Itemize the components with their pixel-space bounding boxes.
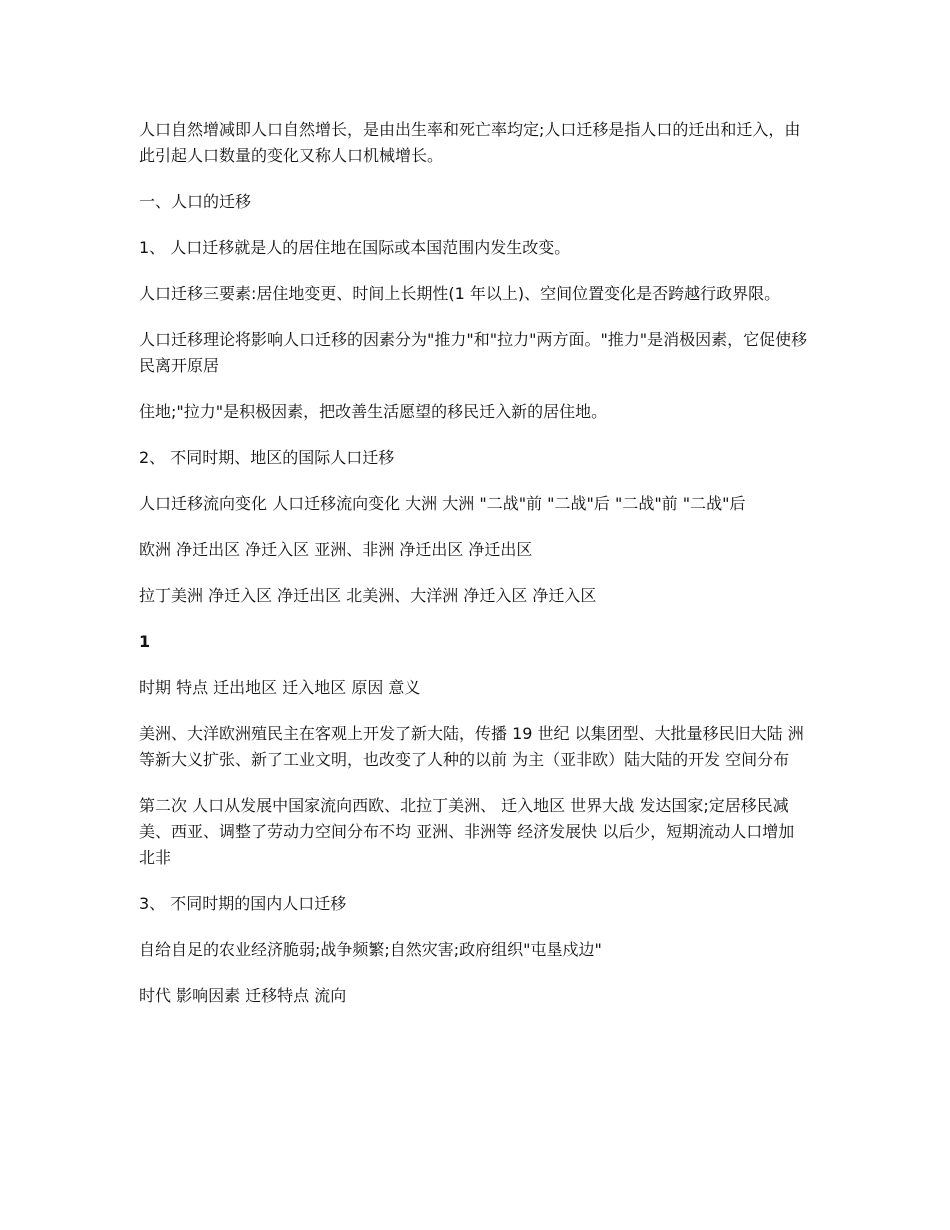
table-row-19th-century: 美洲、大洋欧洲殖民主在客观上开发了新大陆，传播 19 世纪 以集团型、大批量移民旧大陆 洲等新大义扩张、新了工业文明，也改变了人种的以前 为主（亚非欧）陆大陆的开发 空间分布 [139, 724, 804, 769]
paragraph-factors: 自给自足的农业经济脆弱;战争频繁;自然灾害;政府组织"屯垦戍边" [139, 940, 602, 959]
subheading-domestic-migration: 3、 不同时期的国内人口迁移 [139, 894, 347, 913]
table-row-europe: 欧洲 净迁出区 净迁入区 亚洲、非洲 净迁出区 净迁出区 [139, 540, 533, 559]
section-heading-migration: 一、人口的迁移 [139, 192, 252, 211]
document-page [139, 117, 811, 1029]
table-columns-line: 时期 特点 迁出地区 迁入地区 原因 意义 [139, 678, 421, 697]
paragraph-push-pull: 人口迁移理论将影响人口迁移的因素分为"推力"和"拉力"两方面。"推力"是消极因素，它促使移民离开原居 [139, 330, 808, 375]
table-row-post-ww2: 第二次 人口从发展中国家流向西欧、北拉丁美洲、 迁入地区 世界大战 发达国家;定居移民减美、西亚、调整了劳动力空间分布不均 亚洲、非洲等 经济发展快 以后少，短期流动人口增加 北非 [139, 796, 795, 867]
table-header-line: 人口迁移流向变化 人口迁移流向变化 大洲 大洲 "二战"前 "二战"后 "二战"前 "二战"后 [139, 494, 746, 513]
paragraph-three-elements: 人口迁移三要素:居住地变更、时间上长期性(1 年以上)、空间位置变化是否跨越行政界限。 [139, 284, 781, 303]
page-number: 1 [139, 632, 151, 651]
subheading-international-migration: 2、 不同时期、地区的国际人口迁移 [139, 448, 395, 467]
paragraph-intro: 人口自然增减即人口自然增长，是由出生率和死亡率均定;人口迁移是指人口的迁出和迁入，由此引起人口数量的变化又称人口机械增长。 [139, 120, 801, 165]
table-row-latin-america: 拉丁美洲 净迁入区 净迁出区 北美洲、大洋洲 净迁入区 净迁入区 [139, 586, 597, 605]
paragraph-definition: 1、 人口迁移就是人的居住地在国际或本国范围内发生改变。 [139, 238, 571, 257]
table-columns-era: 时代 影响因素 迁移特点 流向 [139, 986, 347, 1005]
paragraph-pull-factor: 住地;"拉力"是积极因素，把改善生活愿望的移民迁入新的居住地。 [139, 402, 608, 421]
